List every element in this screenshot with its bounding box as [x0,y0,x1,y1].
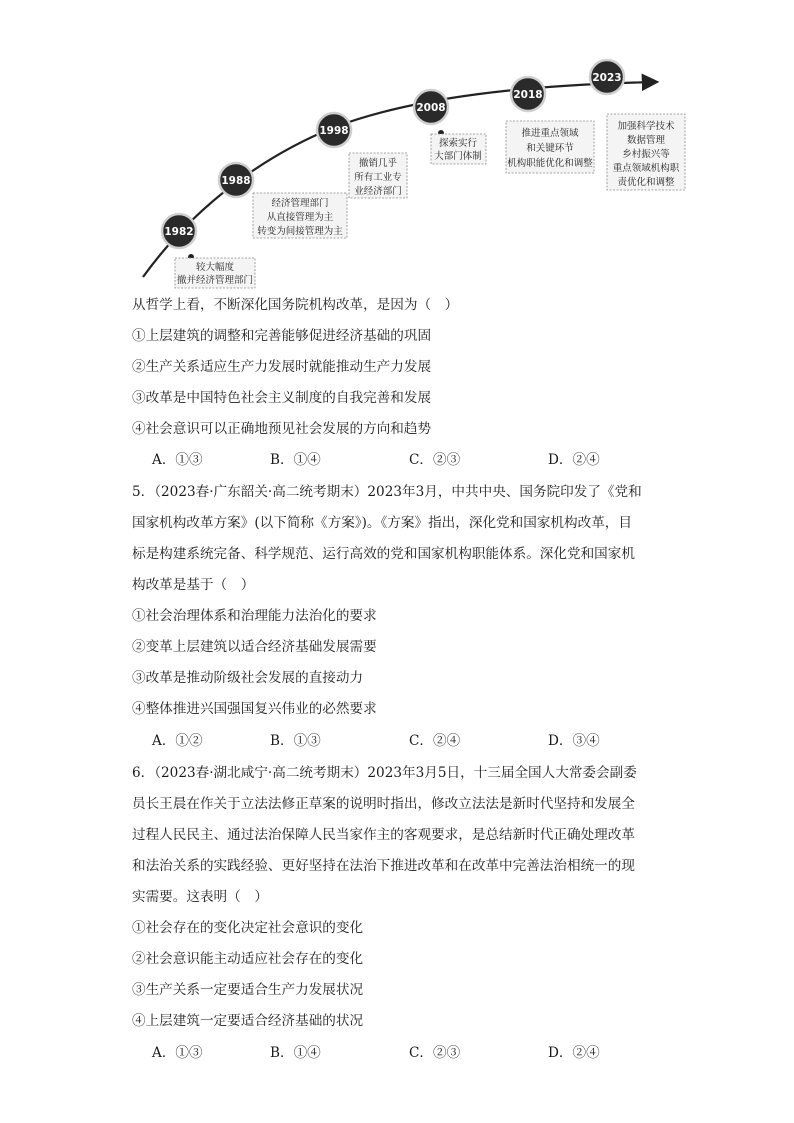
note-line: 较大幅度 [195,262,235,273]
q6-item-3: ③生产关系一定要适合生产力发展状况 [132,982,364,998]
q6-stem-line: 实需要。这表明（ ） [132,889,268,905]
q4-option-b[interactable]: B．①④ [270,452,321,468]
q6-item-1: ①社会存在的变化决定社会意识的变化 [132,920,364,936]
q5-item-3: ③改革是推动阶级社会发展的直接动力 [132,670,364,686]
q5-option-b[interactable]: B．①③ [270,733,321,749]
q5-stem-line: 国家机构改革方案》(以下简称《方案》)。《方案》指出，深化党和国家机构改革，目 [132,515,632,531]
q6-option-d[interactable]: D．②④ [548,1045,600,1061]
timeline-node-1982 [162,214,196,248]
note-line: 探索实行 [438,138,478,149]
note-line: 撤并经济管理部门 [176,275,254,286]
q5-item-1: ①社会治理体系和治理能力法治化的要求 [132,608,377,624]
q5-option-d[interactable]: D．③④ [548,733,600,749]
note-line: 乡村振兴等 [622,149,670,160]
note-line: 转变为间接管理为主 [257,226,343,237]
note-line: 撤销几乎 [358,158,398,169]
q6-option-c[interactable]: C．②③ [409,1045,461,1061]
note-line: 机构职能优化和调整 [507,158,593,169]
q5-option-c[interactable]: C．②④ [409,733,461,749]
timeline-note-1988 [253,193,347,238]
q6-option-a[interactable]: A．①③ [152,1045,203,1061]
year-label: 2018 [513,89,543,101]
year-label: 1982 [164,226,194,238]
q4-item-1: ①上层建筑的调整和完善能够促进经济基础的巩固 [132,328,432,344]
timeline-node-1998 [317,113,351,147]
q4-item-3: ③改革是中国特色社会主义制度的自我完善和发展 [132,390,432,406]
q6-item-4: ④上层建筑一定要适合经济基础的状况 [132,1013,364,1029]
q6-stem-line: 员长王晨在作关于立法法修正草案的说明时指出，修改立法法是新时代坚持和发展全 [132,796,635,812]
timeline-note-2023 [607,114,685,190]
note-line: 和关键环节 [526,143,574,154]
note-line: 经济管理部门 [271,198,329,209]
q5-item-4: ④整体推进兴国强国复兴伟业的必然要求 [132,701,377,717]
year-label: 2023 [592,72,622,84]
q4-option-c[interactable]: C．②③ [409,452,461,468]
note-line: 数据管理 [626,135,666,146]
year-label: 1988 [221,175,251,187]
q6-item-2: ②社会意识能主动适应社会存在的变化 [132,951,364,967]
year-label: 1998 [319,125,349,137]
note-line: 重点领域机构职 [612,163,680,174]
year-label: 2008 [416,102,446,114]
q5-item-2: ②变革上层建筑以适合经济基础发展需要 [132,639,377,655]
q4-item-2: ②生产关系适应生产力发展时就能推动生产力发展 [132,359,432,375]
q5-stem-line: 标是构建系统完备、科学规范、运行高效的党和国家机构职能体系。深化党和国家机 [132,546,635,562]
note-line: 所有工业专 [354,172,402,183]
timeline-note-2008 [431,130,486,164]
timeline-note-2018 [506,121,594,173]
note-line: 加强科学技术 [617,121,675,132]
reform-timeline-figure [125,55,695,290]
note-line: 责优化和调整 [617,177,675,188]
q4-option-d[interactable]: D．②④ [548,452,600,468]
note-line: 从直接管理为主 [266,212,334,223]
q6-stem-line: 过程人民民主、通过法治保障人民当家作主的客观要求，是总结新时代正确处理改革 [132,827,635,843]
note-line: 推进重点领域 [521,128,579,139]
q6-stem-line: 6．（2023春·湖北咸宁·高二统考期末）2023年3月5日，十三届全国人大常委会副委 [132,765,637,781]
timeline-node-2008 [414,90,448,124]
timeline-node-1988 [219,163,253,197]
q5-option-a[interactable]: A．①② [152,733,203,749]
q4-option-a[interactable]: A．①③ [152,452,203,468]
q6-option-b[interactable]: B．①④ [270,1045,321,1061]
q4-item-4: ④社会意识可以正确地预见社会发展的方向和趋势 [132,421,432,437]
timeline-node-2023 [590,60,624,94]
timeline-note-1998 [349,153,407,198]
note-line: 业经济部门 [354,186,402,197]
q5-stem-line: 5．（2023春·广东韶关·高二统考期末）2023年3月，中共中央、国务院印发了《党和 [132,484,642,500]
note-line: 大部门体制 [434,151,482,162]
q5-stem-line: 构改革是基于（ ） [132,577,255,593]
timeline-note-1982 [175,254,255,288]
timeline-node-2018 [511,77,545,111]
q4-stem: 从哲学上看，不断深化国务院机构改革，是因为（ ） [132,297,459,313]
q6-stem-line: 和法治关系的实践经验、更好坚持在法治下推进改革和在改革中完善法治相统一的现 [132,858,635,874]
